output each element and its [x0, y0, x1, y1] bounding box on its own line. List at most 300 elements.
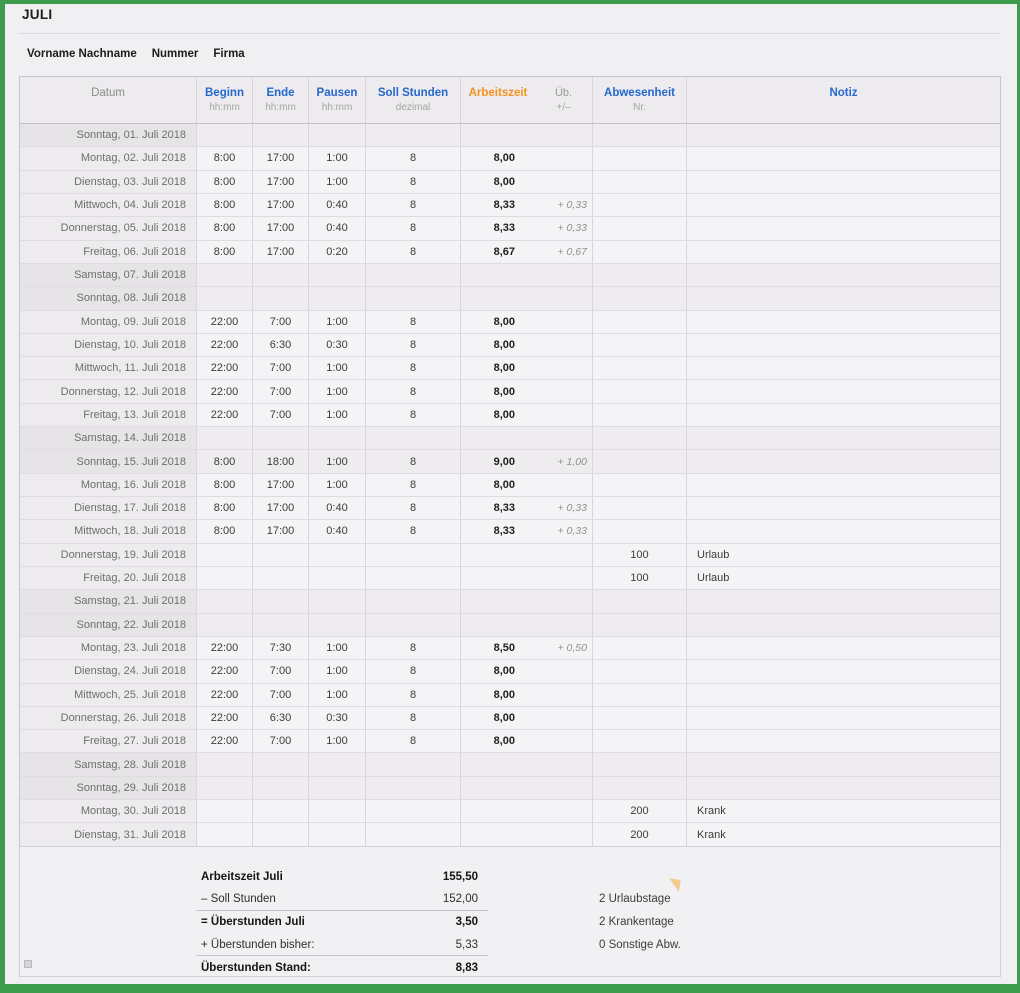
cell-beginn[interactable]: 8:00 [197, 520, 253, 542]
table-row [20, 753, 1000, 776]
cell-date[interactable]: Dienstag, 03. Juli 2018 [20, 171, 197, 193]
summary-row [196, 934, 488, 957]
table-row [20, 823, 1000, 846]
arbeitszeit-value: 8,67 [493, 245, 515, 258]
cell-beginn[interactable] [197, 823, 253, 845]
cell-abwesenheit[interactable] [593, 311, 687, 333]
cell-notiz[interactable] [687, 264, 1000, 286]
cell-ende[interactable] [253, 124, 309, 146]
cell-soll-stunden[interactable] [366, 567, 461, 589]
cell-beginn[interactable]: 22:00 [197, 707, 253, 729]
summary-value[interactable]: 8,83 [455, 961, 478, 974]
cell-notiz[interactable] [687, 614, 1000, 636]
cell-notiz[interactable] [687, 217, 1000, 239]
cell-soll-stunden[interactable] [366, 823, 461, 845]
cell-pausen[interactable]: 1:00 [309, 660, 366, 682]
cell-beginn[interactable] [197, 800, 253, 822]
cell-soll-stunden[interactable]: 8 [366, 520, 461, 542]
cell-ende[interactable] [253, 287, 309, 309]
cell-ende[interactable]: 6:30 [253, 707, 309, 729]
cell-beginn[interactable]: 8:00 [197, 171, 253, 193]
cell-abwesenheit[interactable] [593, 590, 687, 612]
header-datum[interactable]: Datum [20, 77, 197, 123]
cell-arbeitszeit[interactable] [461, 124, 593, 146]
cell-pausen[interactable]: 1:00 [309, 450, 366, 472]
cell-arbeitszeit[interactable] [461, 823, 593, 845]
cell-beginn[interactable] [197, 124, 253, 146]
cell-abwesenheit[interactable] [593, 404, 687, 426]
cell-date[interactable]: Freitag, 27. Juli 2018 [20, 730, 197, 752]
cell-abwesenheit[interactable] [593, 450, 687, 472]
cell-notiz[interactable] [687, 311, 1000, 333]
cell-arbeitszeit[interactable] [461, 544, 593, 566]
cell-beginn[interactable]: 22:00 [197, 357, 253, 379]
cell-date[interactable]: Sonntag, 29. Juli 2018 [20, 777, 197, 799]
cell-abwesenheit[interactable] [593, 264, 687, 286]
cell-ende[interactable]: 18:00 [253, 450, 309, 472]
cell-arbeitszeit[interactable] [461, 147, 593, 169]
cell-date[interactable]: Freitag, 06. Juli 2018 [20, 241, 197, 263]
cell-soll-stunden[interactable]: 8 [366, 404, 461, 426]
cell-ende[interactable]: 17:00 [253, 147, 309, 169]
cell-abwesenheit[interactable]: 200 [593, 800, 687, 822]
cell-arbeitszeit[interactable] [461, 590, 593, 612]
cell-date[interactable]: Donnerstag, 26. Juli 2018 [20, 707, 197, 729]
cell-ende[interactable]: 7:00 [253, 730, 309, 752]
cell-abwesenheit[interactable] [593, 684, 687, 706]
cell-ende[interactable]: 7:00 [253, 380, 309, 402]
cell-pausen[interactable]: 0:40 [309, 194, 366, 216]
cell-date[interactable]: Dienstag, 31. Juli 2018 [20, 823, 197, 845]
cell-pausen[interactable]: 0:30 [309, 707, 366, 729]
cell-beginn[interactable] [197, 590, 253, 612]
cell-arbeitszeit[interactable] [461, 660, 593, 682]
cell-date[interactable]: Sonntag, 15. Juli 2018 [20, 450, 197, 472]
cell-notiz[interactable] [687, 147, 1000, 169]
cell-soll-stunden[interactable]: 8 [366, 684, 461, 706]
table-resize-handle-icon[interactable] [24, 960, 32, 968]
cell-arbeitszeit[interactable] [461, 684, 593, 706]
arbeitszeit-value: 8,00 [493, 338, 515, 351]
cell-soll-stunden[interactable]: 8 [366, 450, 461, 472]
cell-arbeitszeit[interactable] [461, 614, 593, 636]
cell-soll-stunden[interactable]: 8 [366, 380, 461, 402]
cell-notiz[interactable] [687, 684, 1000, 706]
cell-date[interactable]: Montag, 23. Juli 2018 [20, 637, 197, 659]
cell-ende[interactable]: 6:30 [253, 334, 309, 356]
table-row [20, 287, 1000, 310]
cell-pausen[interactable] [309, 590, 366, 612]
cell-abwesenheit[interactable] [593, 497, 687, 519]
summary-value[interactable]: 155,50 [442, 871, 478, 884]
cell-soll-stunden[interactable] [366, 777, 461, 799]
arbeitszeit-value: 8,00 [493, 385, 515, 398]
cell-arbeitszeit[interactable] [461, 707, 593, 729]
cell-abwesenheit[interactable] [593, 707, 687, 729]
cell-pausen[interactable]: 1:00 [309, 404, 366, 426]
cell-abwesenheit[interactable] [593, 380, 687, 402]
summary-row [196, 956, 488, 979]
header-arbeitszeit[interactable]: Arbeitszeit Üb. +/– [461, 77, 593, 123]
cell-ende[interactable] [253, 567, 309, 589]
cell-beginn[interactable]: 8:00 [197, 217, 253, 239]
header-pausen[interactable]: Pausen hh:mm [309, 77, 366, 123]
cell-pausen[interactable]: 1:00 [309, 311, 366, 333]
cell-date[interactable]: Samstag, 14. Juli 2018 [20, 427, 197, 449]
cell-date[interactable]: Sonntag, 08. Juli 2018 [20, 287, 197, 309]
table-row [20, 707, 1000, 730]
cell-pausen[interactable]: 1:00 [309, 684, 366, 706]
cell-pausen[interactable]: 1:00 [309, 147, 366, 169]
cell-pausen[interactable]: 1:00 [309, 171, 366, 193]
cell-beginn[interactable]: 22:00 [197, 334, 253, 356]
cell-soll-stunden[interactable]: 8 [366, 637, 461, 659]
summary-panel [19, 846, 1001, 977]
cell-ende[interactable] [253, 777, 309, 799]
cell-arbeitszeit[interactable] [461, 171, 593, 193]
cell-beginn[interactable]: 22:00 [197, 637, 253, 659]
cell-abwesenheit[interactable] [593, 217, 687, 239]
cell-beginn[interactable]: 22:00 [197, 404, 253, 426]
table-row [20, 357, 1000, 380]
cell-soll-stunden[interactable]: 8 [366, 474, 461, 496]
cell-notiz[interactable] [687, 334, 1000, 356]
page-title: JULI [22, 7, 53, 22]
cell-arbeitszeit[interactable] [461, 800, 593, 822]
cell-arbeitszeit[interactable] [461, 404, 593, 426]
cell-arbeitszeit[interactable] [461, 287, 593, 309]
cell-abwesenheit[interactable] [593, 124, 687, 146]
cell-arbeitszeit[interactable] [461, 217, 593, 239]
cell-beginn[interactable] [197, 777, 253, 799]
table-body [20, 124, 1000, 847]
cell-notiz[interactable] [687, 194, 1000, 216]
cell-date[interactable]: Sonntag, 01. Juli 2018 [20, 124, 197, 146]
cell-arbeitszeit[interactable] [461, 497, 593, 519]
cell-pausen[interactable]: 0:30 [309, 334, 366, 356]
cell-ende[interactable] [253, 753, 309, 775]
cell-arbeitszeit[interactable] [461, 474, 593, 496]
cell-beginn[interactable]: 8:00 [197, 474, 253, 496]
cell-pausen[interactable] [309, 753, 366, 775]
arbeitszeit-value: 8,00 [493, 152, 515, 165]
arbeitszeit-value: 8,00 [493, 315, 515, 328]
cell-date[interactable]: Mittwoch, 04. Juli 2018 [20, 194, 197, 216]
cell-abwesenheit[interactable] [593, 520, 687, 542]
cell-beginn[interactable]: 22:00 [197, 380, 253, 402]
cell-soll-stunden[interactable]: 8 [366, 357, 461, 379]
cell-ende[interactable] [253, 614, 309, 636]
cell-date[interactable]: Montag, 02. Juli 2018 [20, 147, 197, 169]
cell-ende[interactable] [253, 823, 309, 845]
cell-date[interactable]: Donnerstag, 19. Juli 2018 [20, 544, 197, 566]
absence-count: 0 Sonstige Abw. [599, 938, 681, 951]
cell-ende[interactable]: 17:00 [253, 171, 309, 193]
cell-ende[interactable]: 7:00 [253, 404, 309, 426]
cell-abwesenheit[interactable] [593, 777, 687, 799]
cell-date[interactable]: Dienstag, 10. Juli 2018 [20, 334, 197, 356]
cell-pausen[interactable]: 1:00 [309, 730, 366, 752]
title-divider [19, 33, 1001, 34]
header-notiz[interactable]: Notiz [687, 77, 1000, 123]
cell-soll-stunden[interactable] [366, 427, 461, 449]
ueberstunden-value: + 1,00 [557, 455, 587, 468]
cell-notiz[interactable] [687, 241, 1000, 263]
cell-ende[interactable]: 17:00 [253, 497, 309, 519]
table-row [20, 171, 1000, 194]
cell-arbeitszeit[interactable] [461, 194, 593, 216]
cell-abwesenheit[interactable] [593, 730, 687, 752]
cell-ende[interactable]: 17:00 [253, 194, 309, 216]
cell-ende[interactable] [253, 544, 309, 566]
cell-date[interactable]: Freitag, 13. Juli 2018 [20, 404, 197, 426]
cell-beginn[interactable]: 8:00 [197, 450, 253, 472]
cell-soll-stunden[interactable] [366, 287, 461, 309]
cell-arbeitszeit[interactable] [461, 777, 593, 799]
header-soll-stunden[interactable]: Soll Stunden dezimal [366, 77, 461, 123]
cell-date[interactable]: Sonntag, 22. Juli 2018 [20, 614, 197, 636]
cell-notiz[interactable] [687, 707, 1000, 729]
cell-soll-stunden[interactable]: 8 [366, 334, 461, 356]
cell-pausen[interactable] [309, 800, 366, 822]
cell-arbeitszeit[interactable] [461, 730, 593, 752]
cell-notiz[interactable] [687, 124, 1000, 146]
cell-abwesenheit[interactable] [593, 171, 687, 193]
cell-abwesenheit[interactable] [593, 614, 687, 636]
header-abwesenheit[interactable]: Abwesenheit Nr. [593, 77, 687, 123]
arbeitszeit-value: 8,00 [493, 478, 515, 491]
cell-soll-stunden[interactable]: 8 [366, 660, 461, 682]
cell-date[interactable]: Donnerstag, 12. Juli 2018 [20, 380, 197, 402]
ueberstunden-value: + 0,33 [557, 199, 587, 212]
cell-abwesenheit[interactable] [593, 427, 687, 449]
cell-arbeitszeit[interactable] [461, 334, 593, 356]
cell-ende[interactable]: 7:00 [253, 357, 309, 379]
cell-abwesenheit[interactable] [593, 147, 687, 169]
cell-soll-stunden[interactable]: 8 [366, 707, 461, 729]
cell-soll-stunden[interactable]: 8 [366, 194, 461, 216]
cell-date[interactable]: Samstag, 21. Juli 2018 [20, 590, 197, 612]
cell-notiz[interactable]: Krank [687, 823, 1000, 845]
employee-name-cell[interactable]: Vorname Nachname [27, 48, 137, 60]
cell-pausen[interactable] [309, 567, 366, 589]
cell-soll-stunden[interactable]: 8 [366, 241, 461, 263]
cell-arbeitszeit[interactable] [461, 264, 593, 286]
cell-date[interactable]: Dienstag, 17. Juli 2018 [20, 497, 197, 519]
cell-beginn[interactable]: 8:00 [197, 147, 253, 169]
cell-ende[interactable] [253, 264, 309, 286]
summary-value[interactable]: 3,50 [455, 916, 478, 929]
cell-pausen[interactable]: 0:40 [309, 497, 366, 519]
cell-abwesenheit[interactable] [593, 637, 687, 659]
cell-pausen[interactable] [309, 777, 366, 799]
cell-notiz[interactable] [687, 450, 1000, 472]
cell-arbeitszeit[interactable] [461, 427, 593, 449]
table-row [20, 614, 1000, 637]
cell-notiz[interactable] [687, 287, 1000, 309]
cell-beginn[interactable] [197, 567, 253, 589]
cell-soll-stunden[interactable]: 8 [366, 311, 461, 333]
cell-pausen[interactable] [309, 544, 366, 566]
cell-soll-stunden[interactable] [366, 753, 461, 775]
header-beginn[interactable]: Beginn hh:mm [197, 77, 253, 123]
cell-arbeitszeit[interactable] [461, 567, 593, 589]
cell-arbeitszeit[interactable] [461, 753, 593, 775]
cell-ende[interactable] [253, 800, 309, 822]
cell-notiz[interactable] [687, 474, 1000, 496]
table-row [20, 404, 1000, 427]
cell-abwesenheit[interactable]: 100 [593, 567, 687, 589]
cell-soll-stunden[interactable] [366, 124, 461, 146]
cell-notiz[interactable]: Krank [687, 800, 1000, 822]
cell-abwesenheit[interactable] [593, 474, 687, 496]
cell-beginn[interactable] [197, 427, 253, 449]
cell-date[interactable]: Mittwoch, 11. Juli 2018 [20, 357, 197, 379]
arbeitszeit-value: 8,00 [493, 408, 515, 421]
header-ende[interactable]: Ende hh:mm [253, 77, 309, 123]
cell-date[interactable]: Freitag, 20. Juli 2018 [20, 567, 197, 589]
cell-notiz[interactable] [687, 590, 1000, 612]
cell-pausen[interactable] [309, 823, 366, 845]
cell-beginn[interactable]: 8:00 [197, 241, 253, 263]
cell-notiz[interactable]: Urlaub [687, 567, 1000, 589]
cell-notiz[interactable] [687, 404, 1000, 426]
cell-abwesenheit[interactable] [593, 753, 687, 775]
table-row [20, 217, 1000, 240]
cell-abwesenheit[interactable] [593, 660, 687, 682]
cell-soll-stunden[interactable]: 8 [366, 171, 461, 193]
cell-ende[interactable]: 7:00 [253, 311, 309, 333]
cell-beginn[interactable] [197, 753, 253, 775]
cell-abwesenheit[interactable]: 200 [593, 823, 687, 845]
table-row [20, 660, 1000, 683]
cell-notiz[interactable] [687, 730, 1000, 752]
cell-soll-stunden[interactable] [366, 614, 461, 636]
cell-arbeitszeit[interactable] [461, 450, 593, 472]
cell-notiz[interactable] [687, 357, 1000, 379]
cell-date[interactable]: Samstag, 07. Juli 2018 [20, 264, 197, 286]
cell-date[interactable]: Montag, 30. Juli 2018 [20, 800, 197, 822]
cell-notiz[interactable] [687, 520, 1000, 542]
cell-pausen[interactable]: 0:40 [309, 217, 366, 239]
cell-beginn[interactable] [197, 614, 253, 636]
cell-notiz[interactable] [687, 660, 1000, 682]
cell-pausen[interactable]: 1:00 [309, 357, 366, 379]
cell-beginn[interactable]: 8:00 [197, 194, 253, 216]
cell-ende[interactable]: 17:00 [253, 474, 309, 496]
cell-abwesenheit[interactable]: 100 [593, 544, 687, 566]
cell-soll-stunden[interactable]: 8 [366, 730, 461, 752]
cell-notiz[interactable] [687, 637, 1000, 659]
cell-date[interactable]: Donnerstag, 05. Juli 2018 [20, 217, 197, 239]
cell-notiz[interactable] [687, 497, 1000, 519]
cell-pausen[interactable]: 1:00 [309, 380, 366, 402]
cell-date[interactable]: Montag, 16. Juli 2018 [20, 474, 197, 496]
cell-arbeitszeit[interactable] [461, 520, 593, 542]
cell-notiz[interactable] [687, 777, 1000, 799]
cell-arbeitszeit[interactable] [461, 311, 593, 333]
summary-label: Arbeitszeit Juli [201, 871, 283, 884]
cell-ende[interactable]: 17:00 [253, 217, 309, 239]
absence-count: 2 Urlaubstage [599, 892, 671, 905]
cell-ende[interactable]: 7:00 [253, 660, 309, 682]
cell-ende[interactable]: 17:00 [253, 520, 309, 542]
cell-abwesenheit[interactable] [593, 241, 687, 263]
cell-ende[interactable] [253, 590, 309, 612]
cell-soll-stunden[interactable] [366, 264, 461, 286]
cell-date[interactable]: Samstag, 28. Juli 2018 [20, 753, 197, 775]
cell-pausen[interactable]: 1:00 [309, 637, 366, 659]
summary-value[interactable]: 5,33 [455, 938, 478, 951]
cell-beginn[interactable]: 22:00 [197, 660, 253, 682]
cell-abwesenheit[interactable] [593, 334, 687, 356]
cell-beginn[interactable]: 22:00 [197, 311, 253, 333]
cell-notiz[interactable]: Urlaub [687, 544, 1000, 566]
table-row [20, 264, 1000, 287]
summary-value[interactable]: 152,00 [442, 893, 478, 906]
table-row [20, 334, 1000, 357]
cell-arbeitszeit[interactable] [461, 357, 593, 379]
cell-date[interactable]: Montag, 09. Juli 2018 [20, 311, 197, 333]
cell-pausen[interactable] [309, 614, 366, 636]
cell-ende[interactable]: 17:00 [253, 241, 309, 263]
cell-notiz[interactable] [687, 171, 1000, 193]
cell-soll-stunden[interactable]: 8 [366, 147, 461, 169]
employee-company-cell[interactable]: Firma [213, 48, 245, 60]
cell-soll-stunden[interactable]: 8 [366, 217, 461, 239]
cell-arbeitszeit[interactable] [461, 241, 593, 263]
cell-ende[interactable] [253, 427, 309, 449]
cell-notiz[interactable] [687, 753, 1000, 775]
cell-soll-stunden[interactable] [366, 590, 461, 612]
cell-beginn[interactable] [197, 287, 253, 309]
summary-label: = Überstunden Juli [201, 916, 305, 929]
cell-pausen[interactable]: 0:40 [309, 520, 366, 542]
cell-notiz[interactable] [687, 380, 1000, 402]
arbeitszeit-value: 8,00 [493, 711, 515, 724]
table-row [20, 194, 1000, 217]
cell-soll-stunden[interactable]: 8 [366, 497, 461, 519]
cell-beginn[interactable] [197, 264, 253, 286]
cell-arbeitszeit[interactable] [461, 380, 593, 402]
cell-abwesenheit[interactable] [593, 357, 687, 379]
cell-beginn[interactable]: 8:00 [197, 497, 253, 519]
cell-beginn[interactable] [197, 544, 253, 566]
cell-abwesenheit[interactable] [593, 287, 687, 309]
cell-beginn[interactable]: 22:00 [197, 684, 253, 706]
cell-beginn[interactable]: 22:00 [197, 730, 253, 752]
cell-pausen[interactable] [309, 124, 366, 146]
cell-pausen[interactable] [309, 427, 366, 449]
cell-ende[interactable]: 7:30 [253, 637, 309, 659]
cell-abwesenheit[interactable] [593, 194, 687, 216]
cell-pausen[interactable] [309, 264, 366, 286]
table-row [20, 147, 1000, 170]
cell-soll-stunden[interactable] [366, 800, 461, 822]
cell-soll-stunden[interactable] [366, 544, 461, 566]
cell-pausen[interactable] [309, 287, 366, 309]
cell-ende[interactable]: 7:00 [253, 684, 309, 706]
cell-pausen[interactable]: 1:00 [309, 474, 366, 496]
employee-number-cell[interactable]: Nummer [151, 48, 199, 60]
cell-date[interactable]: Mittwoch, 18. Juli 2018 [20, 520, 197, 542]
cell-pausen[interactable]: 0:20 [309, 241, 366, 263]
comment-marker-icon[interactable] [667, 878, 681, 892]
cell-date[interactable]: Mittwoch, 25. Juli 2018 [20, 684, 197, 706]
cell-arbeitszeit[interactable] [461, 637, 593, 659]
cell-notiz[interactable] [687, 427, 1000, 449]
cell-date[interactable]: Dienstag, 24. Juli 2018 [20, 660, 197, 682]
